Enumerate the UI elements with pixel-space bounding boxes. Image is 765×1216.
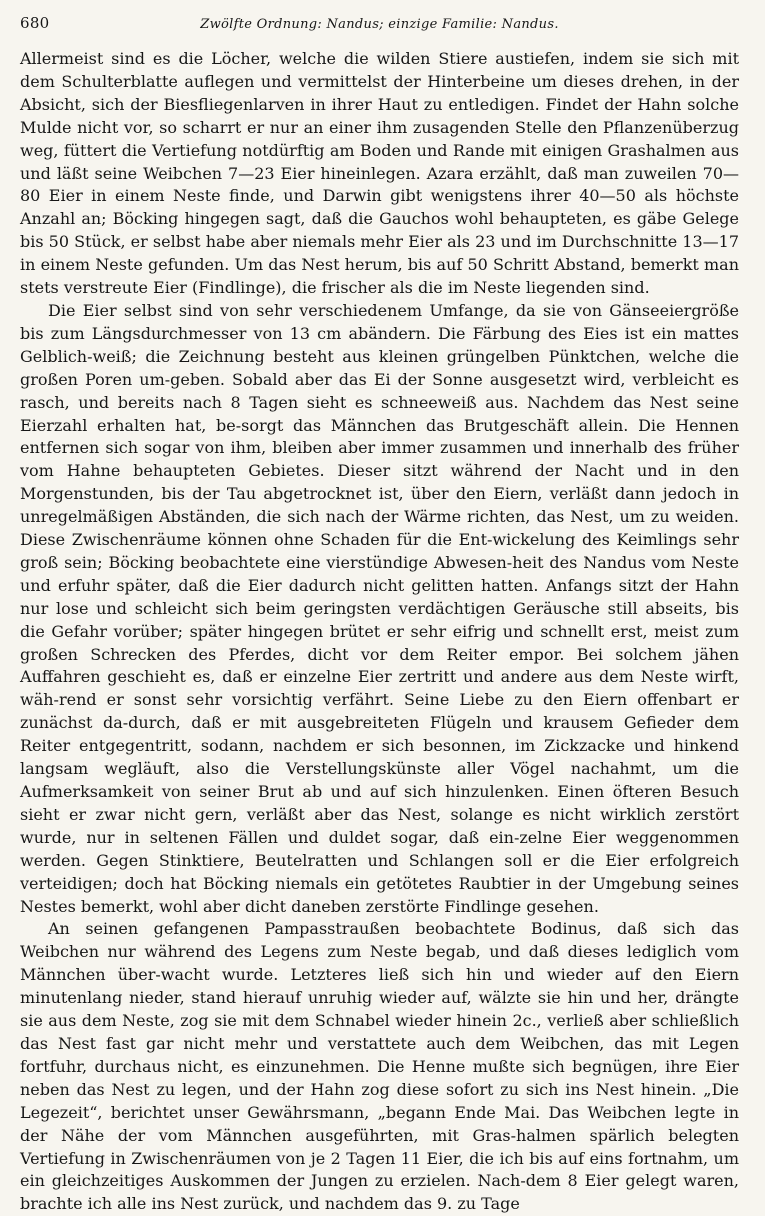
paragraph: An seinen gefangenen Pampasstraußen beobachtete Bodinus, daß sich das Weibchen nur während des Legens zum Neste begab, und daß dieses lediglich vom Männchen über-wacht wurde. Letzteres ließ sich hin und wieder auf den Eiern minutenlang nieder, stand hierauf unruhig wieder auf, wälzte sie hin und her, drängte sie aus dem Neste, zog sie mit dem Schnabel wieder hinein 2c., verließ aber schließlich das Nest fast gar nicht mehr und verstattete auch dem Weibchen, das mit Legen fortfuhr, durchaus nicht, es einzunehmen. Die Henne mußte sich begnügen, ihre Eier neben das Nest zu legen, und der Hahn zog diese sofort zu sich ins Nest hinein. „Die Legezeit“, berichtet unser Gewährsmann, „begann Ende Mai. Das Weibchen legte in der Nähe der vom Männchen ausgeführten, mit Gras-halmen spärlich belegten Vertiefung in Zwischenräumen von je 2 Tagen 11 Eier, die ich bis auf eins fortnahm, um ein gleichzeitiges Auskommen der Jungen zu erzielen. Nach-dem 8 Eier gelegt waren, brachte ich alle ins Nest zurück, und nachdem das 9. zu Tage — [20, 919, 739, 1214]
paragraph: Allermeist sind es die Löcher, welche die wilden Stiere austiefen, indem sie sich mit dem Schulterblatte auflegen und vermittelst der Hinterbeine um dieses drehen, in der Absicht, sich der Biesfliegenlarven in ihrer Haut zu entledigen. Findet der Hahn solche Mulde nicht vor, so scharrt er nur an einer ihm zusagenden Stelle den Pflanzenüberzug weg, füttert die Vertiefung notdürftig am Boden und Rande mit einigen Grashalmen aus und läßt seine Weibchen 7—23 Eier hineinlegen. Azara erzählt, daß man zuweilen 70—80 Eier in einem Neste finde, und Darwin gibt wenigstens ihrer 40—50 als höchste Anzahl an; Böcking hingegen sagt, daß die Gauchos wohl behaupteten, es gäbe Gelege bis 50 Stück, er selbst habe aber niemals mehr Eier als 23 und im Durchschnitte 13—17 in einem Neste gefunden. Um das Nest herum, bis auf 50 Schritt Abstand, bemerkt man stets verstreute Eier (Findlinge), die frischer als die im Neste liegenden sind. — [20, 49, 739, 298]
running-title: Zwölfte Ordnung: Nandus; einzige Familie: Nandus. — [200, 17, 559, 32]
running-header — [20, 14, 739, 38]
page-number: 680 — [20, 14, 50, 32]
body-text — [20, 48, 739, 1216]
paragraph: Die Eier selbst sind von sehr verschiedenem Umfange, da sie von Gänseeiergröße bis zum Längsdurchmesser von 13 cm abändern. Die Färbung des Eies ist ein mattes Gelblich-weiß; die Zeichnung besteht aus kleinen grüngelben Pünktchen, welche die großen Poren um-geben. Sobald aber das Ei der Sonne ausgesetzt wird, verbleicht es rasch, und bereits nach 8 Tagen sieht es schneeweiß aus. Nachdem das Nest seine Eierzahl erhalten hat, be-sorgt das Männchen das Brutgeschäft allein. Die Hennen entfernen sich sogar von ihm, bleiben aber immer zusammen und innerhalb des früher vom Hahne behaupteten Gebietes. Dieser sitzt während der Nacht und in den Morgenstunden, bis der Tau abgetrocknet ist, über den Eiern, verläßt dann jedoch in unregelmäßigen Abständen, die sich nach der Wärme richten, das Nest, um zu weiden. Diese Zwischenräume können ohne Schaden für die Ent-wickelung des Keimlings sehr groß sein; Böcking beobachtete eine vierstündige Abwesen-heit des Nandus vom Neste und erfuhr später, daß die Eier dadurch nicht gelitten hatten. Anfangs sitzt der Hahn nur lose und schleicht sich beim geringsten verdächtigen Geräusche still abseits, bis die Gefahr vorüber; später hingegen brütet er sehr eifrig und schnellt erst, meist zum großen Schrecken des Pferdes, dicht vor dem Reiter empor. Bei solchem jähen Auffahren geschieht es, daß er einzelne Eier zertritt und andere aus dem Neste wirft, wäh-rend er sonst sehr vorsichtig verfährt. Seine Liebe zu den Eiern offenbart er zunächst da-durch, daß er mit ausgebreiteten Flügeln und krausem Gefieder dem Reiter entgegentritt, sodann, nachdem er sich besonnen, im Zickzacke und hinkend langsam wegläuft, also die Verstellungskünste aller Vögel nachahmt, um die Aufmerksamkeit von seiner Brut ab und auf sich hinzulenken. Einen öfteren Besuch sieht er zwar nicht gern, verläßt aber das Nest, solange es nicht wirklich zerstört wurde, nur in seltenen Fällen und duldet sogar, daß ein-zelne Eier weggenommen werden. Gegen Stinktiere, Beutelratten und Schlangen soll er die Eier erfolgreich verteidigen; doch hat Böcking niemals ein getötetes Raubtier in der Umgebung seines Nestes bemerkt, wohl aber dicht daneben zerstörte Findlinge gesehen. — [20, 300, 739, 916]
